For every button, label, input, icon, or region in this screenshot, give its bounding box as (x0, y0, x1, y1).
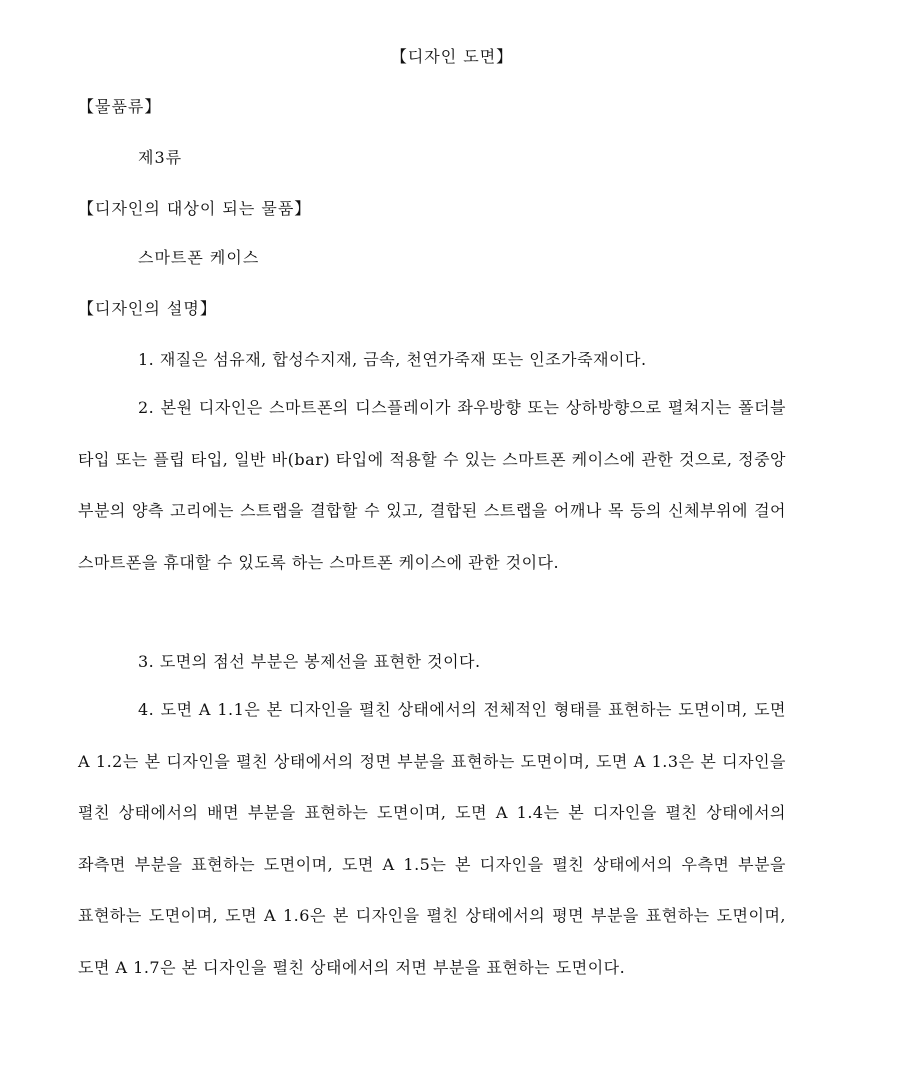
product-class-value: 제3류 (138, 148, 183, 167)
description-paragraph-2: 2. 본원 디자인은 스마트폰의 디스플레이가 좌우방향 또는 상하방향으로 펼쳐지는 폴더블 타입 또는 플립 타입, 일반 바(bar) 타입에 적용할 수 있는 스마트폰 케이스에 관한 것으로, 정중앙 부분의 양측 고리에는 스트랩을 결합할 수 있고, 결합된 스트랩을 어깨나 목 등의 신체부위에 걸어 스마트폰을 휴대할 수 있도록 하는 스마트폰 케이스에 관한 것이다. (78, 398, 786, 572)
product-class-heading: 【물품류】 (78, 97, 162, 116)
description-paragraph-3: 3. 도면의 점선 부분은 봉제선을 표현한 것이다. (138, 652, 481, 671)
description-paragraph-4: 4. 도면 A 1.1은 본 디자인을 펼친 상태에서의 전체적인 형태를 표현하는 도면이며, 도면 A 1.2는 본 디자인을 펼친 상태에서의 정면 부분을 표현하는 도면이며, 도면 A 1.3은 본 디자인을 펼친 상태에서의 배면 부분을 표현하는 도면이며, 도면 A 1.4는 본 디자인을 펼친 상태에서의 좌측면 부분을 표현하는 도면이며, 도면 A 1.5는 본 디자인을 펼친 상태에서의 우측면 부분을 표현하는 도면이며, 도면 A 1.6은 본 디자인을 펼친 상태에서의 평면 부분을 표현하는 도면이며, 도면 A 1.7은 본 디자인을 펼친 상태에서의 저면 부분을 표현하는 도면이다. (78, 700, 786, 977)
product-value: 스마트폰 케이스 (138, 248, 260, 267)
product-heading: 【디자인의 대상이 되는 물품】 (78, 199, 312, 218)
description-heading: 【디자인의 설명】 (78, 299, 217, 318)
document-title: 【디자인 도면】 (390, 47, 514, 66)
description-paragraph-1: 1. 재질은 섬유재, 합성수지재, 금속, 천연가죽재 또는 인조가죽재이다. (138, 350, 647, 369)
